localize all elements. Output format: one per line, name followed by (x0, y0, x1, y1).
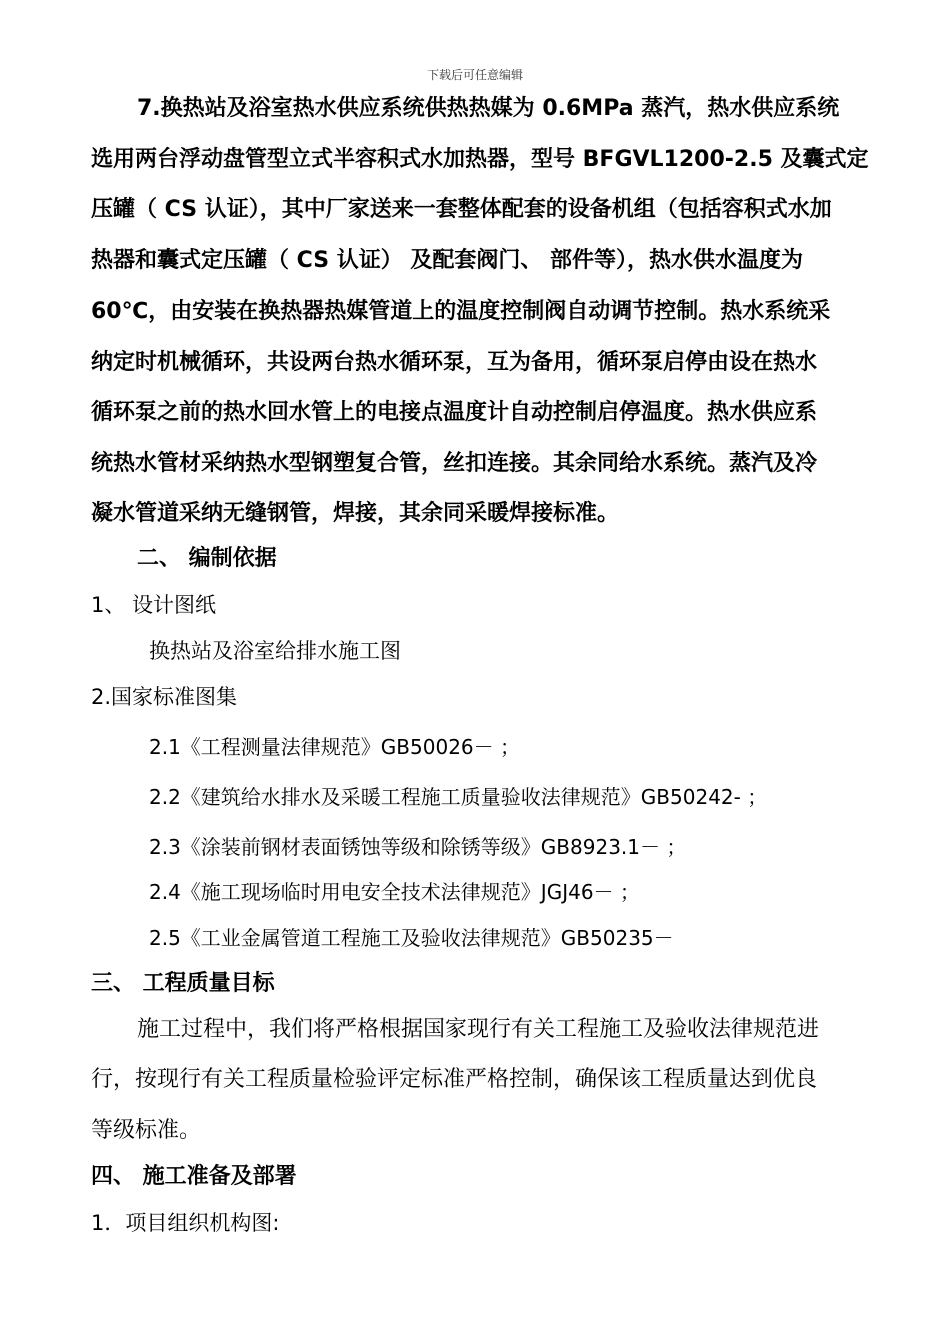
paragraph-line: 统热水管材采纳热水型钢塑复合管，丝扣连接。其余同给水系统。蒸汽及冷 (91, 451, 818, 476)
section-item-detail: 换热站及浴室给排水施工图 (149, 639, 401, 663)
paragraph-line: 热器和囊式定压罐（ CS 认证） 及配套阀门、 部件等），热水供水温度为 (91, 248, 804, 273)
section-item-label: 2.国家标准图集 (91, 685, 238, 709)
section-item-label: 1．项目组织机构图: (91, 1211, 280, 1235)
paragraph-line: 凝水管道采纳无缝钢管，焊接，其余同采暖焊接标准。 (91, 501, 620, 526)
section-heading: 三、 工程质量目标 (91, 971, 275, 996)
section-item-label: 1、 设计图纸 (91, 593, 217, 617)
paragraph-line: 选用两台浮动盘管型立式半容积式水加热器，型号 BFGVL1200-2.5 及囊式定 (91, 147, 869, 172)
section-heading: 四、 施工准备及部署 (91, 1164, 297, 1189)
section-heading: 二、 编制依据 (137, 546, 277, 571)
page-header-note: 下载后可任意编辑 (426, 68, 523, 82)
paragraph-line: 纳定时机械循环，共设两台热水循环泵，互为备用，循环泵启停由设在热水 (91, 350, 818, 375)
paragraph-line: 施工过程中，我们将严格根据国家现行有关工程施工及验收法律规范进 (137, 1017, 820, 1042)
standard-reference: 2.5《工业金属管道工程施工及验收法律规范》GB50235－ (149, 926, 674, 950)
standard-reference: 2.2《建筑给水排水及采暖工程施工质量验收法律规范》GB50242- ； (149, 785, 768, 809)
standard-reference: 2.4《施工现场临时用电安全技术法律规范》JGJ46－ ； (149, 880, 640, 904)
paragraph-line: 60℃，由安装在换热器热媒管道上的温度控制阀自动调节控制。热水系统采 (91, 299, 831, 324)
paragraph-line: 循环泵之前的热水回水管上的电接点温度计自动控制启停温度。热水供应系 (91, 400, 818, 425)
standard-reference: 2.3《涂装前钢材表面锈蚀等级和除锈等级》GB8923.1－ ； (149, 835, 687, 859)
paragraph-line: 等级标准。 (91, 1118, 202, 1143)
paragraph-line: 行，按现行有关工程质量检验评定标准严格控制，确保该工程质量达到优良 (91, 1067, 818, 1092)
paragraph-line: 7.换热站及浴室热水供应系统供热热媒为 0.6MPa 蒸汽，热水供应系统 (137, 96, 840, 121)
paragraph-line: 压罐（ CS 认证），其中厂家送来一套整体配套的设备机组（包括容积式水加 (91, 197, 832, 222)
standard-reference: 2.1《工程测量法律规范》GB50026－ ； (149, 735, 521, 759)
